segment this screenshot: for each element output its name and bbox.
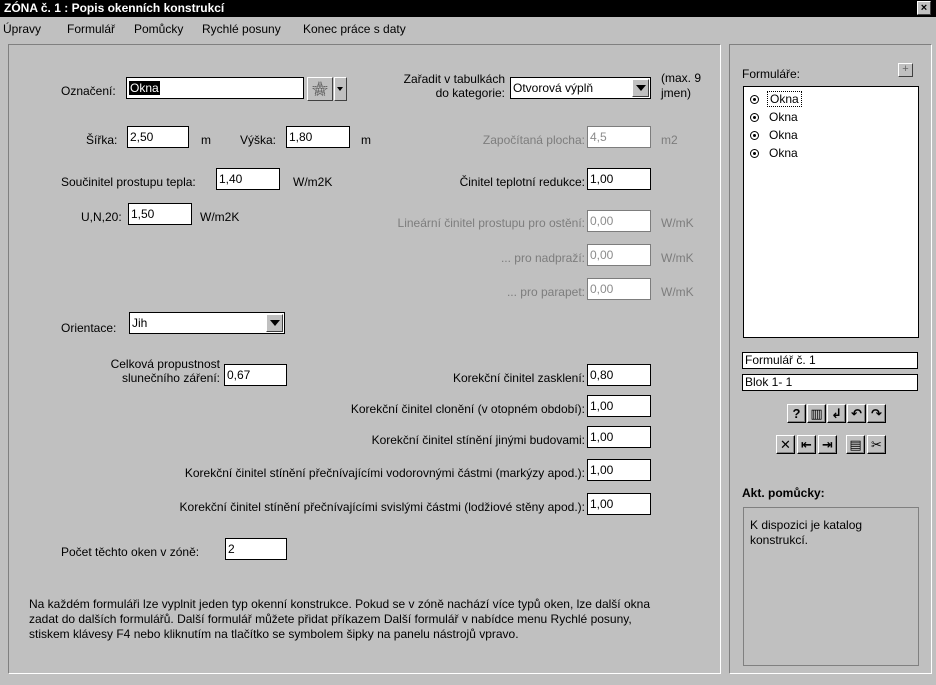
list-item[interactable]: Okna (750, 145, 800, 162)
forms-list[interactable] (743, 86, 919, 338)
zaradit-label-2: do kategorie: (435, 86, 505, 100)
zaskleni-input[interactable]: 0,80 (587, 364, 651, 386)
panel-icon[interactable]: ▥ (807, 404, 826, 423)
lin-parapet-unit: W/mK (661, 285, 694, 299)
list-item[interactable]: Okna (750, 127, 800, 144)
menu-upravy[interactable]: Úpravy (3, 22, 42, 36)
formulare-label: Formuláře: (742, 67, 801, 81)
menu-bar (0, 17, 936, 41)
stineni-svisle-input[interactable]: 1,00 (587, 493, 651, 515)
sirka-unit: m (201, 133, 211, 147)
un20-unit: W/m2K (200, 210, 240, 224)
blok-number: Blok 1- 1 (742, 374, 918, 391)
radio-icon (750, 113, 759, 122)
lin-osteni-label: Lineární činitel prostupu pro ostění: (397, 216, 585, 230)
vyska-label: Výška: (240, 133, 277, 147)
redukce-input[interactable]: 1,00 (587, 168, 651, 190)
delete-icon[interactable]: ✕ (776, 435, 795, 454)
zaradit-label-1: Zařadit v tabulkách (403, 72, 505, 86)
stineni-budovy-label: Korekční činitel stínění jinými budovami: (371, 433, 585, 447)
add-form-button[interactable]: + (898, 63, 913, 77)
radio-icon (750, 95, 759, 104)
formular-number: Formulář č. 1 (742, 352, 918, 369)
max-note-1: (max. 9 (661, 71, 702, 85)
lin-osteni-input: 0,00 (587, 210, 651, 232)
radio-icon (750, 131, 759, 140)
chevron-down-icon[interactable] (266, 314, 283, 332)
stineni-vodorovne-label: Korekční činitel stínění přečnívajícími vodorovnými částmi (markýzy apod.): (184, 466, 585, 480)
plocha-unit: m2 (661, 133, 678, 147)
cloneni-label: Korekční činitel clonění (v otopném období): (350, 402, 585, 416)
info-text: Na každém formuláři lze vyplnit jeden typ okenní konstrukce. Pokud se v zóně nachází více typů oken, lze další okna zadat do dalších formulářů. Další formulář můžete přidat příkazem Další formulář v nabídce menu Rychlé posuny, stiskem klávesy F4 nebo kliknutím na tlačítko se symbolem šipky na panelu nástrojů vpravo. (29, 597, 650, 641)
paste-icon[interactable]: ▤ (846, 435, 865, 454)
pocet-input[interactable]: 2 (225, 538, 287, 560)
plocha-label: Započítaná plocha: (482, 133, 585, 147)
list-item[interactable]: Okna (750, 91, 802, 108)
max-note-2: jmen) (661, 86, 692, 100)
star-dropdown-button[interactable] (334, 77, 347, 101)
orientace-value: Jih (132, 316, 148, 330)
soucinitel-input[interactable]: 1,40 (216, 168, 280, 190)
vyska-input[interactable]: 1,80 (286, 126, 350, 148)
oznaceni-input[interactable] (126, 77, 304, 99)
lin-osteni-unit: W/mK (661, 216, 694, 230)
next-form-icon[interactable]: ⇥ (818, 435, 837, 454)
stineni-vodorovne-input[interactable]: 1,00 (587, 459, 651, 481)
menu-rychle-posuny[interactable]: Rychlé posuny (202, 22, 281, 36)
menu-formular[interactable]: Formulář (67, 22, 116, 36)
lin-nadprazi-label: ... pro nadpraží: (500, 251, 585, 265)
star-icon[interactable]: ☆ (307, 77, 333, 101)
pomucky-title: Akt. pomůcky: (742, 486, 825, 500)
pocet-label: Počet těchto oken v zóně: (61, 545, 200, 559)
oznaceni-label: Označení: (61, 84, 116, 98)
close-button[interactable]: × (917, 1, 931, 15)
orientace-label: Orientace: (61, 321, 117, 335)
kategorie-value: Otvorová výplň (513, 81, 594, 95)
propustnost-label-1: Celková propustnost (110, 357, 220, 371)
stineni-budovy-input[interactable]: 1,00 (587, 426, 651, 448)
plocha-input: 4,5 (587, 126, 651, 148)
soucinitel-unit: W/m2K (293, 175, 333, 189)
pomucky-text: K dispozici je katalog konstrukcí. (750, 518, 863, 547)
help-icon[interactable]: ? (787, 404, 806, 423)
orientace-select[interactable] (129, 312, 285, 334)
lin-nadprazi-unit: W/mK (661, 251, 694, 265)
redukce-label: Činitel teplotní redukce: (459, 175, 585, 189)
propustnost-label-2: slunečního záření: (121, 371, 220, 385)
help-box (743, 507, 919, 666)
soucinitel-label: Součinitel prostupu tepla: (61, 175, 196, 189)
undo-icon[interactable]: ↶ (847, 404, 866, 423)
oznaceni-value: Okna (130, 81, 159, 95)
sirka-input[interactable]: 2,50 (127, 126, 189, 148)
zaskleni-label: Korekční činitel zasklení: (452, 371, 585, 385)
cut-icon[interactable]: ✂ (867, 435, 886, 454)
stineni-svisle-label: Korekční činitel stínění přečnívajícími svislými částmi (lodžiové stěny apod.): (179, 500, 585, 514)
lin-nadprazi-input: 0,00 (587, 244, 651, 266)
un20-label: U,N,20: (81, 210, 122, 224)
propustnost-input[interactable]: 0,67 (224, 364, 287, 386)
kategorie-select[interactable] (510, 77, 651, 99)
vyska-unit: m (361, 133, 371, 147)
un20-input[interactable]: 1,50 (128, 203, 192, 225)
first-form-icon[interactable]: ⇤ (797, 435, 816, 454)
title-bar (0, 0, 936, 17)
menu-konec-prace[interactable]: Konec práce s daty (303, 22, 406, 36)
redo-icon[interactable]: ↷ (867, 404, 886, 423)
lin-parapet-input: 0,00 (587, 278, 651, 300)
lin-parapet-label: ... pro parapet: (506, 285, 585, 299)
chevron-down-icon[interactable] (632, 79, 649, 97)
radio-icon (750, 149, 759, 158)
cloneni-input[interactable]: 1,00 (587, 395, 651, 417)
menu-pomucky[interactable]: Pomůcky (134, 22, 184, 36)
sirka-label: Šířka: (86, 133, 118, 147)
insert-icon[interactable]: ↲ (827, 404, 846, 423)
list-item[interactable]: Okna (750, 109, 800, 126)
window-title: ZÓNA č. 1 : Popis okenních konstrukcí (4, 1, 225, 15)
